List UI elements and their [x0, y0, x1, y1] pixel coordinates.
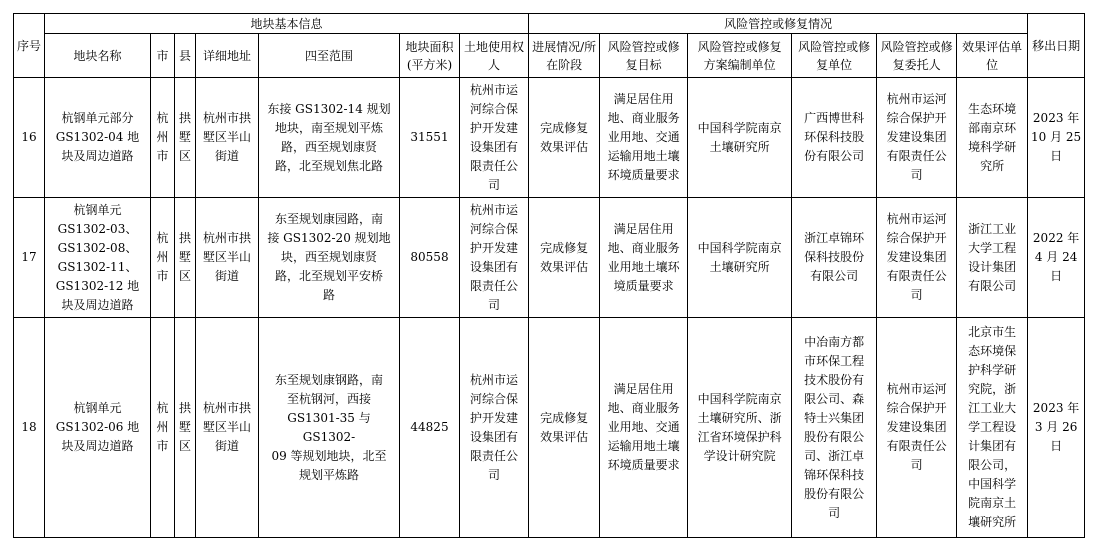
cell-target: 满足居住用 地、商业服务 业用地、交通 运输用地土壤 环境质量要求	[600, 78, 688, 198]
site-list-table	[13, 13, 1085, 538]
col-header-date: 移出日期	[1028, 14, 1085, 78]
cell-client: 杭州市运河 综合保护开 发建设集团 有限责任公 司	[877, 318, 957, 538]
cell-address: 杭州市拱 墅区半山 街道	[196, 318, 259, 538]
cell-eval-unit: 浙江工业 大学工程 设计集团 有限公司	[957, 198, 1028, 318]
cell-eval-unit: 北京市生 态环境保 护科学研 究院，浙 江工业大 学工程设 计集团有 限公司， 中国科学 院南京土 壤研究所	[957, 318, 1028, 538]
cell-name: 杭钢单元 GS1302-03、 GS1302-08、 GS1302-11、 GS1302-12 地 块及周边道路	[45, 198, 151, 318]
cell-progress: 完成修复 效果评估	[529, 318, 600, 538]
table-row	[14, 198, 1085, 318]
cell-county: 拱 墅 区	[175, 198, 196, 318]
cell-date: 2023 年 3 月 26 日	[1028, 318, 1085, 538]
group-header-risk: 风险管控或修复情况	[529, 14, 1028, 34]
col-header-land-user: 土地使用权 人	[460, 34, 529, 78]
cell-plan-unit: 中国科学院南京 土壤研究所	[688, 198, 792, 318]
cell-city: 杭 州 市	[151, 198, 175, 318]
cell-repair-unit: 广西博世科 环保科技股 份有限公司	[792, 78, 877, 198]
cell-progress: 完成修复 效果评估	[529, 198, 600, 318]
cell-repair-unit: 中冶南方都 市环保工程 技术股份有 限公司、森 特士兴集团 股份有限公 司、浙江卓 锦环保科技 股份有限公 司	[792, 318, 877, 538]
cell-client: 杭州市运河 综合保护开 发建设集团 有限责任公 司	[877, 198, 957, 318]
table-row	[14, 78, 1085, 198]
cell-county: 拱 墅 区	[175, 318, 196, 538]
cell-eval-unit: 生态环境 部南京环 境科学研 究所	[957, 78, 1028, 198]
col-header-no: 序号	[14, 14, 45, 78]
group-header-basic: 地块基本信息	[45, 14, 529, 34]
col-header-repair-unit: 风险管控或修 复单位	[792, 34, 877, 78]
cell-county: 拱 墅 区	[175, 78, 196, 198]
col-header-name: 地块名称	[45, 34, 151, 78]
cell-name: 杭钢单元部分 GS1302-04 地 块及周边道路	[45, 78, 151, 198]
col-header-boundary: 四至范围	[259, 34, 400, 78]
cell-address: 杭州市拱 墅区半山 街道	[196, 78, 259, 198]
column-header-row	[14, 34, 1085, 78]
cell-address: 杭州市拱 墅区半山 街道	[196, 198, 259, 318]
cell-city: 杭 州 市	[151, 318, 175, 538]
cell-no: 18	[14, 318, 45, 538]
cell-date: 2022 年 4 月 24 日	[1028, 198, 1085, 318]
cell-plan-unit: 中国科学院南京 土壤研究所、浙 江省环境保护科 学设计研究院	[688, 318, 792, 538]
cell-area: 44825	[400, 318, 460, 538]
col-header-target: 风险管控或修 复目标	[600, 34, 688, 78]
col-header-eval-unit: 效果评估单 位	[957, 34, 1028, 78]
cell-area: 31551	[400, 78, 460, 198]
col-header-progress: 进展情况/所 在阶段	[529, 34, 600, 78]
cell-target: 满足居住用 地、商业服务 业用地、交通 运输用地土壤 环境质量要求	[600, 318, 688, 538]
cell-boundary: 东接 GS1302-14 规划 地块，南至规划平炼 路，西至规划康贤 路，北至规划焦北路	[259, 78, 400, 198]
cell-name: 杭钢单元 GS1302-06 地 块及周边道路	[45, 318, 151, 538]
table-row	[14, 318, 1085, 538]
col-header-plan-unit: 风险管控或修复 方案编制单位	[688, 34, 792, 78]
col-header-city: 市	[151, 34, 175, 78]
cell-city: 杭 州 市	[151, 78, 175, 198]
col-header-county: 县	[175, 34, 196, 78]
cell-boundary: 东至规划康钢路，南 至杭钢河，西接 GS1301-35 与 GS1302- 09 等规划地块，北至 规划平炼路	[259, 318, 400, 538]
cell-date: 2023 年 10 月 25 日	[1028, 78, 1085, 198]
col-header-area: 地块面积 (平方米)	[400, 34, 460, 78]
cell-area: 80558	[400, 198, 460, 318]
col-header-address: 详细地址	[196, 34, 259, 78]
cell-land-user: 杭州市运 河综合保 护开发建 设集团有 限责任公 司	[460, 318, 529, 538]
cell-land-user: 杭州市运 河综合保 护开发建 设集团有 限责任公 司	[460, 198, 529, 318]
cell-repair-unit: 浙江卓锦环 保科技股份 有限公司	[792, 198, 877, 318]
cell-boundary: 东至规划康园路，南 接 GS1302-20 规划地 块，西至规划康贤 路，北至规划平安桥 路	[259, 198, 400, 318]
cell-target: 满足居住用 地、商业服务 业用地土壤环 境质量要求	[600, 198, 688, 318]
group-header-row	[14, 14, 1085, 34]
cell-no: 16	[14, 78, 45, 198]
cell-land-user: 杭州市运 河综合保 护开发建 设集团有 限责任公 司	[460, 78, 529, 198]
col-header-client: 风险管控或修 复委托人	[877, 34, 957, 78]
cell-client: 杭州市运河 综合保护开 发建设集团 有限责任公 司	[877, 78, 957, 198]
cell-plan-unit: 中国科学院南京 土壤研究所	[688, 78, 792, 198]
cell-no: 17	[14, 198, 45, 318]
cell-progress: 完成修复 效果评估	[529, 78, 600, 198]
